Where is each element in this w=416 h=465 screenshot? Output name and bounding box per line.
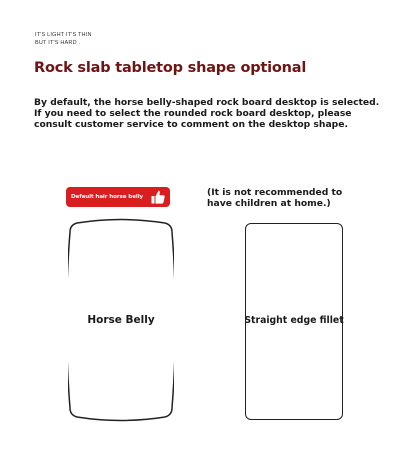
default-badge <box>66 187 170 207</box>
horse-belly-label: Horse Belly <box>87 314 155 326</box>
tagline-line-2: BUT IT'S HARD . <box>35 40 81 46</box>
description-text: By default, the horse belly-shaped rock board desktop is selected. If you need to select the rounded rock board desktop, please consult customer service to comment on the desktop shape. <box>34 97 380 130</box>
default-badge-label: Default hair horse belly <box>71 194 144 200</box>
tagline-line-1: IT'S LIGHT IT'S THIN <box>35 32 92 38</box>
thumbs-up-icon <box>150 189 166 205</box>
children-note: (It is not recommended to have children at home.) <box>207 187 343 209</box>
tagline <box>35 31 92 47</box>
straight-edge-label: Straight edge fillet <box>244 315 344 326</box>
page-title: Rock slab tabletop shape optional <box>34 60 307 76</box>
